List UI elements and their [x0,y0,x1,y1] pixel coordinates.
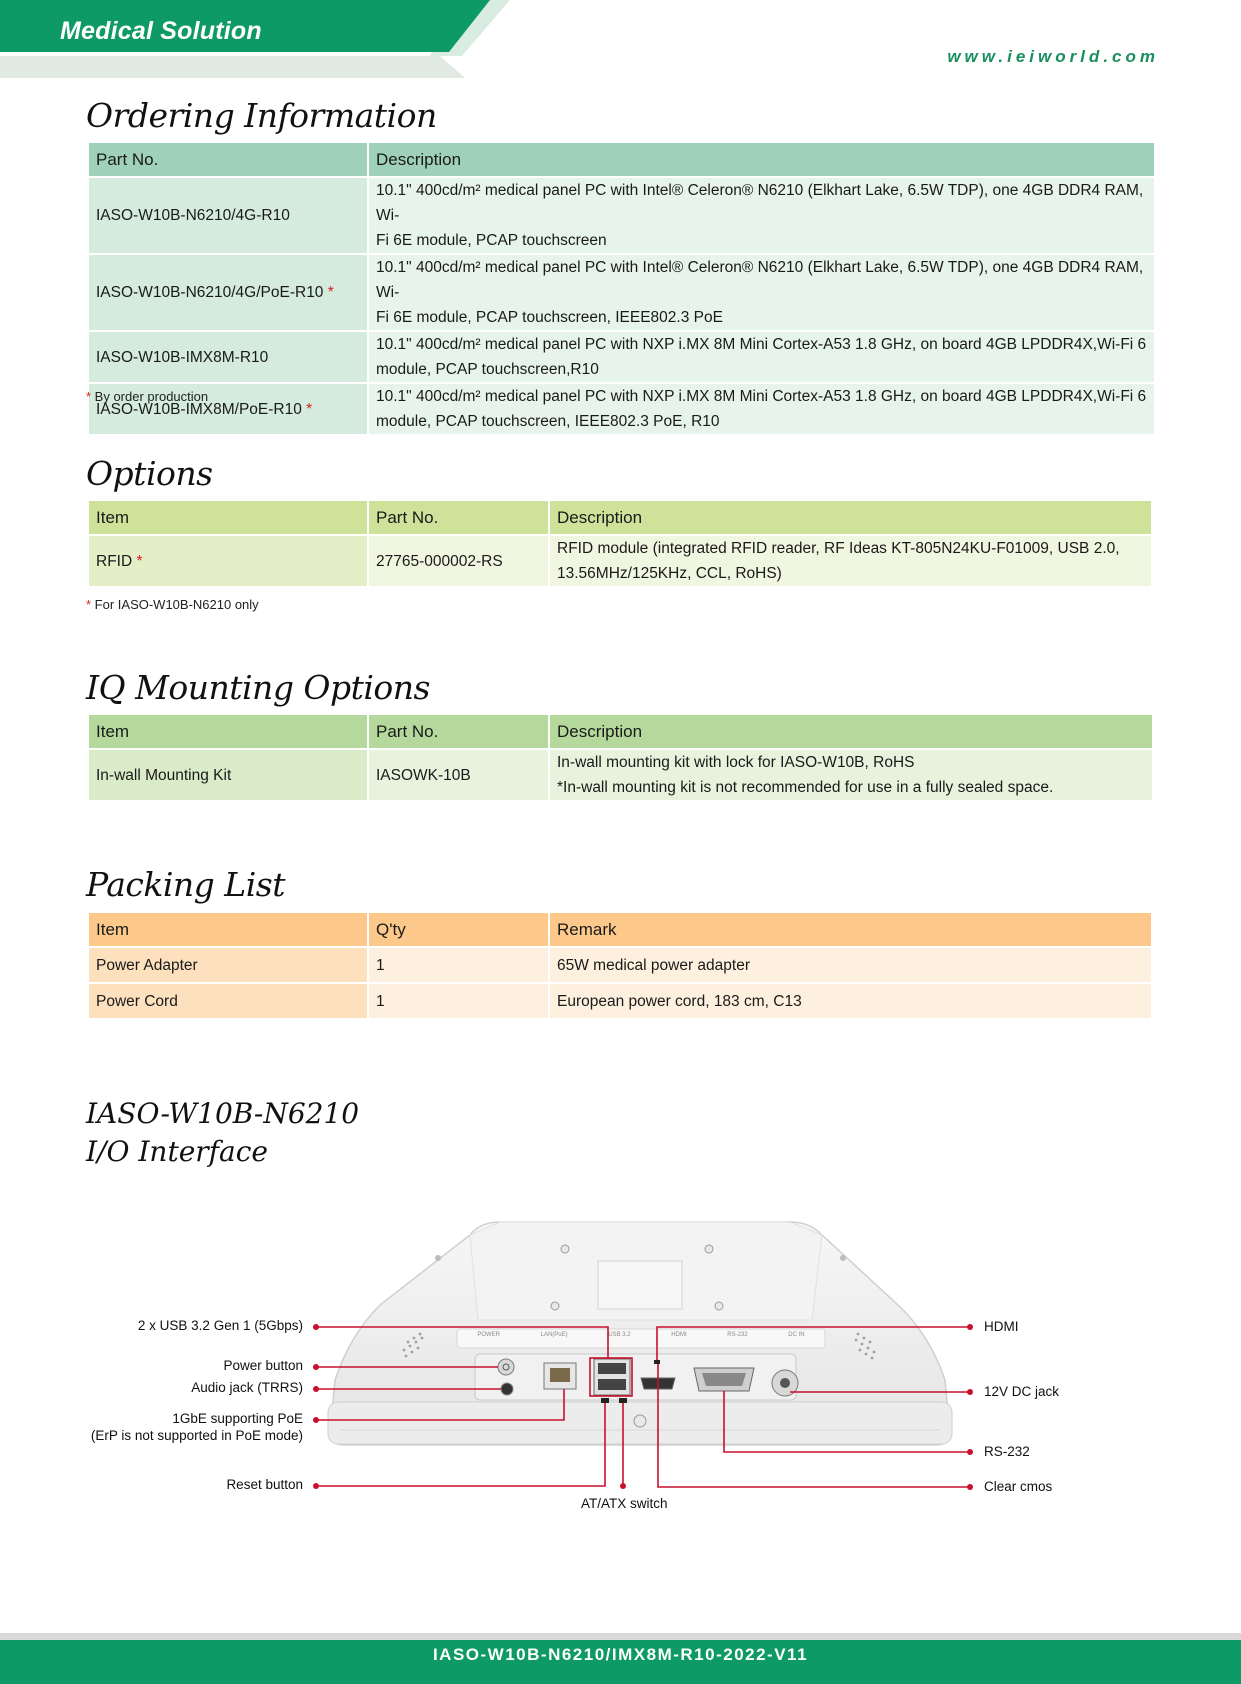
port-label: HDMI [671,1332,687,1338]
lan-poe-note: (ErP is not supported in PoE mode) [90,1428,303,1443]
callout-line-reset [316,1403,605,1486]
description-line: module, PCAP touchscreen,R10 [376,361,599,378]
io-model-heading: IASO-W10B-N6210 [86,1097,360,1130]
port-label: DC IN [788,1332,805,1338]
order-production-marker: * [327,284,334,301]
callout-line-lan [316,1389,564,1420]
callout-line-rs232 [724,1391,970,1452]
port-label: LAN(PoE) [540,1332,568,1338]
website-url[interactable]: www.ieiworld.com [947,47,1159,66]
description-line: 13.56MHz/125KHz, CCL, RoHS) [557,565,782,582]
item-name: RFID [96,552,133,570]
rs232-label: RS-232 [984,1444,1030,1459]
dc-jack-label: 12V DC jack [984,1384,1060,1399]
footer-divider [0,1633,1241,1640]
usb-label: 2 x USB 3.2 Gen 1 (5Gbps) [137,1318,303,1333]
column-header: Item [89,913,367,946]
callout-dot [313,1386,319,1392]
footnote-text: For IASO-W10B-N6210 only [91,597,259,612]
callout-line-hdmi [657,1327,970,1360]
column-header: Q'ty [369,913,548,946]
footer-document-id: IASO-W10B-N6210/IMX8M-R10-2022-V11 [432,1645,809,1664]
part-number: IASO-W10B-N6210/4G-R10 [96,207,290,224]
packing-list-heading: Packing List [86,865,285,904]
column-header: Part No. [369,501,548,534]
column-header: Item [89,715,367,748]
item-cell: Power Adapter [89,948,367,982]
column-header: Item [89,501,367,534]
port-label: RS-232 [727,1332,748,1338]
callout-dot [313,1417,319,1423]
reset-button-label: Reset button [226,1477,303,1492]
part-number: IASO-W10B-IMX8M-R10 [96,348,269,366]
description-line: In-wall mounting kit with lock for IASO-W10B, RoHS [557,754,915,771]
footnote-text: By order production [91,389,209,404]
description-line: 10.1" 400cd/m² medical panel PC with Intel® Celeron® N6210 (Elkhart Lake, 6.5W TDP), one 4GB DDR4 RAM, Wi- [376,182,1144,224]
callout-dot [313,1483,319,1489]
callout-dot [967,1389,973,1395]
column-header: Remark [550,913,1151,946]
callout-dot [967,1324,973,1330]
part-number-cell: IASOWK-10B [369,750,548,800]
column-header: Description [550,501,1151,534]
column-header: Part No. [369,715,548,748]
io-interface-heading: I/O Interface [86,1135,268,1168]
iq-mounting-heading: IQ Mounting Options [86,668,430,707]
column-header: Part No. [89,143,367,176]
callout-dot [967,1449,973,1455]
footnote-marker: * [86,597,92,612]
hdmi-label: HDMI [984,1319,1019,1334]
description-line: *In-wall mounting kit is not recommended for use in a fully sealed space. [557,779,1054,796]
options-heading: Options [86,454,213,493]
item-cell: Power Cord [89,984,367,1018]
lan-poe-label: 1GbE supporting PoE [172,1411,303,1426]
header-title: Medical Solution [60,17,262,45]
clear-cmos-label: Clear cmos [984,1479,1053,1494]
audio-jack-label: Audio jack (TRRS) [191,1380,303,1395]
description-line: 10.1" 400cd/m² medical panel PC with NXP i.MX 8M Mini Cortex-A53 1.8 GHz, on board 4GB LPDDR4X,Wi-Fi 6 [376,388,1147,405]
usb-highlight-box [590,1358,632,1396]
port-label: POWER [477,1332,500,1338]
description-line: 10.1" 400cd/m² medical panel PC with Intel® Celeron® N6210 (Elkhart Lake, 6.5W TDP), one 4GB DDR4 RAM, Wi- [376,259,1144,301]
port-label: USB 3.2 [608,1332,631,1338]
atx-switch-label: AT/ATX switch [581,1496,668,1511]
description-line: module, PCAP touchscreen, IEEE802.3 PoE, R10 [376,413,720,430]
callout-line-usb [316,1327,608,1359]
item-cell: In-wall Mounting Kit [89,750,367,800]
description-line: Fi 6E module, PCAP touchscreen, IEEE802.3 PoE [376,309,723,326]
availability-marker: * [136,552,143,570]
quantity-cell: 1 [369,948,548,982]
part-number: IASO-W10B-N6210/4G/PoE-R10 [96,284,324,301]
part-number-cell: 27765-000002-RS [369,536,548,586]
quantity-cell: 1 [369,984,548,1018]
remark-cell: 65W medical power adapter [550,948,1151,982]
description-line: RFID module (integrated RFID reader, RF Ideas KT-805N24KU-F01009, USB 2.0, [557,540,1120,557]
ordering-heading: Ordering Information [86,96,437,135]
callout-dot [313,1324,319,1330]
footnote-marker: * [86,389,92,404]
power-button-label: Power button [223,1358,303,1373]
callout-line-cmos [658,1364,970,1487]
column-header: Description [550,715,1152,748]
order-production-marker: * [306,400,313,418]
column-header: Description [369,143,1154,176]
remark-cell: European power cord, 183 cm, C13 [550,984,1151,1018]
part-number: IASO-W10B-IMX8M/PoE-R10 [96,400,302,418]
callout-dot [620,1483,626,1489]
description-line: Fi 6E module, PCAP touchscreen [376,232,607,249]
callout-dot [967,1484,973,1490]
description-line: 10.1" 400cd/m² medical panel PC with NXP i.MX 8M Mini Cortex-A53 1.8 GHz, on board 4GB LPDDR4X,Wi-Fi 6 [376,336,1147,353]
callout-dot [313,1364,319,1370]
